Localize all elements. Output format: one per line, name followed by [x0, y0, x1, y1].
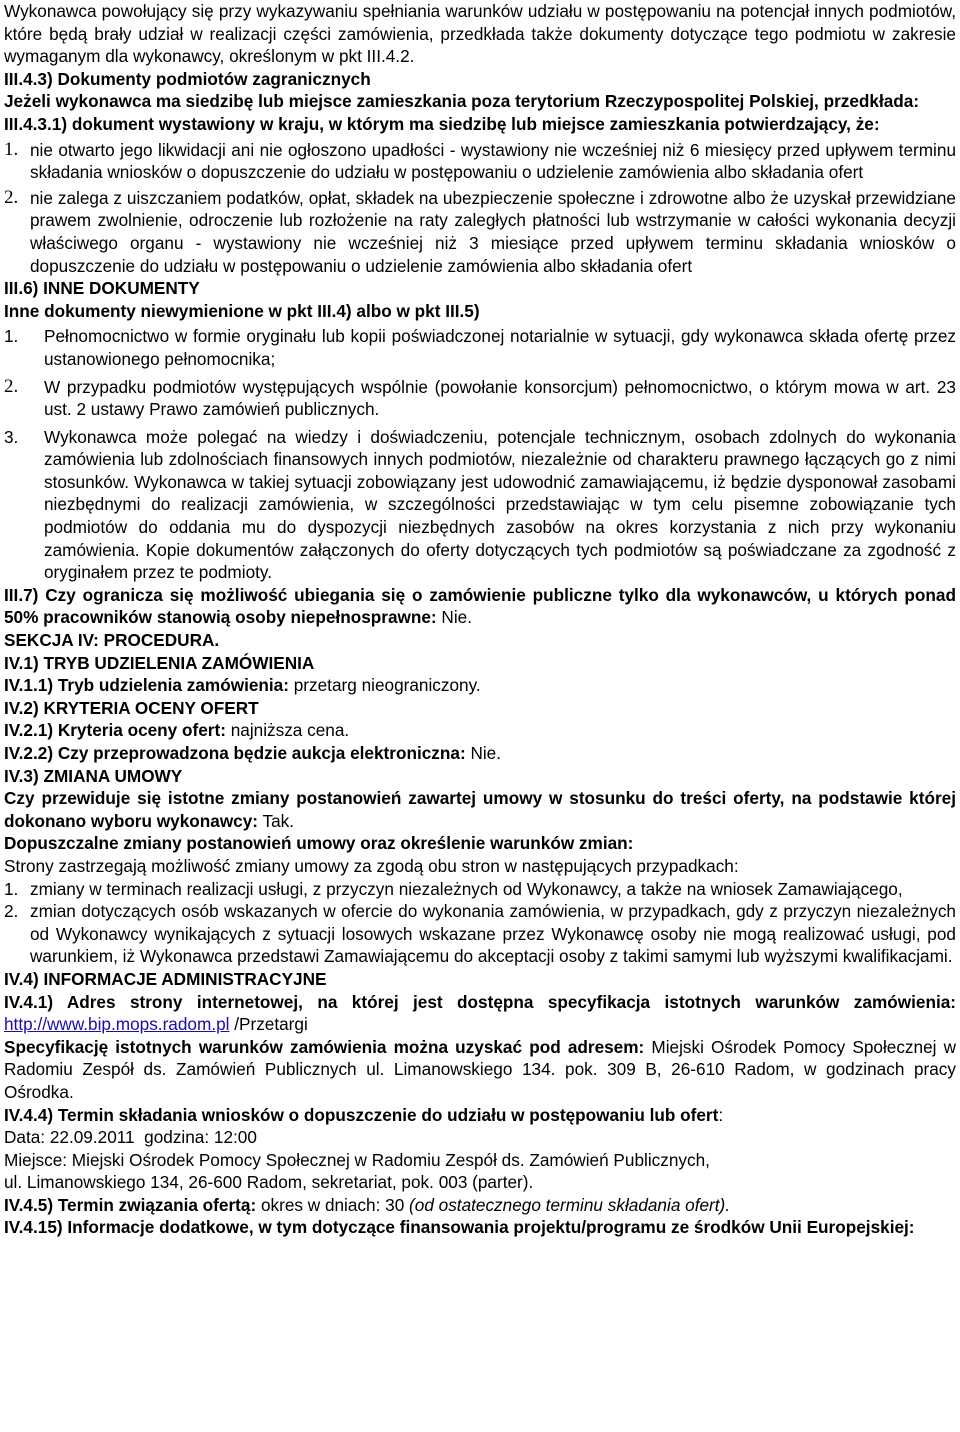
section-iv-4-5-label: IV.4.5) Termin związania ofertą: [4, 1194, 257, 1215]
list-number: 1. [4, 138, 19, 160]
section-iv-1-1 [4, 674, 956, 697]
list-item-text: Pełnomocnictwo w formie oryginału lub kopii poświadczonej notarialnie w sytuacji, gdy wykonawca składa ofertę przez ustanowionego pełnomocnika; [44, 326, 956, 369]
list-item [4, 900, 956, 968]
list-item-text: zmiany w terminach realizacji usługi, z przyczyn niezależnych od Wykonawcy, a także na wniosek Zamawiającego, [30, 878, 903, 899]
list-item [4, 187, 956, 277]
list-item-text: zmian dotyczących osób wskazanych w ofercie do wykonania zamówienia, w przypadkach, gdy z przyczyn niezależnych od Wykonawcy wynikających z sytuacji losowych wskazane przez Wykonawcę osoby nie mogą realizować usługi, pod warunkiem, iż Wykonawca przedstawi Zamawiającemu do akceptacji osoby z takimi samymi lub wyższymi kwalifikacjami. [30, 901, 956, 967]
section-iv-3-question-label: Czy przewiduje się istotne zmiany postanowień zawartej umowy w stosunku do treści oferty, na podstawie której dokonano wyboru wykonawcy: [4, 788, 956, 831]
section-iii-7-value: Nie. [436, 607, 472, 628]
section-iv-4-4-place-line2: ul. Limanowskiego 134, 26-600 Radom, sekretariat, pok. 003 (parter). [4, 1172, 534, 1193]
section-iv-4-heading: IV.4) INFORMACJE ADMINISTRACYJNE [4, 968, 327, 989]
section-iv-3-question [4, 787, 956, 832]
section-iv-4-5-value: okres w dniach: 30 [256, 1194, 410, 1215]
list-item-text: Wykonawca może polegać na wiedzy i doświadczeniu, potencjale technicznym, osobach zdolnych do wykonania zamówienia lub zdolnościach finansowych innych podmiotów, niezależnie od charakteru prawnego łączących go z nimi stosunków. Wykonawca w takiej sytuacji zobowiązany jest udowodnić zamawiającemu, iż będzie dysponował zasobami niezbędnymi do realizacji zamówienia, w szczególności przedstawiając w tym celu pisemne zobowiązanie tych podmiotów do oddania mu do dyspozycji niezbędnych zasobów na okres korzystania z nich przy wykonaniu zamówienia. Kopie dokumentów załączonych do oferty dotyczących tych podmiotów są poświadczane za zgodność z oryginałem przez te podmioty. [44, 426, 956, 583]
section-iv-title: SEKCJA IV: PROCEDURA. [4, 630, 220, 651]
list-item [4, 878, 956, 901]
section-iv-2-1 [4, 719, 956, 742]
section-iv-3-heading: IV.3) ZMIANA UMOWY [4, 765, 183, 786]
section-iv-2-2 [4, 742, 956, 765]
section-iv-4-1-address [4, 1036, 956, 1104]
section-iv-4-4-colon: : [718, 1104, 724, 1125]
section-iv-2-2-value: Nie. [465, 743, 502, 763]
siwz-link[interactable]: http://www.bip.mops.radom.pl [4, 1014, 230, 1035]
intro-paragraph: Wykonawca powołujący się przy wykazywaniu spełniania warunków udziału w postępowaniu na potencjał innych podmiotów, które będą brały udział w realizacji części zamówienia, przedkłada także dokumenty dotyczące tego podmiotu w zakresie wymaganym dla wykonawcy, określonym w pkt III.4.2. [4, 1, 956, 67]
section-iv-2-2-label: IV.2.2) Czy przeprowadzona będzie aukcja elektroniczna: [4, 743, 466, 763]
section-iv-2-1-label: IV.2.1) Kryteria oceny ofert: [4, 720, 226, 741]
section-iv-3-changes-heading: Dopuszczalne zmiany postanowień umowy oraz określenie warunków zmian: [4, 833, 634, 854]
list-number: 2. [4, 375, 19, 397]
section-iv-3-question-value: Tak. [258, 810, 295, 831]
section-iv-3-changes-intro: Strony zastrzegają możliwość zmiany umowy za zgodą obu stron w następujących przypadkach: [4, 855, 739, 876]
section-iii-6-subheading: Inne dokumenty niewymienione w pkt III.4) albo w pkt III.5) [4, 300, 480, 321]
section-iv-4-4-label: IV.4.4) Termin składania wniosków o dopuszczenie do udziału w postępowaniu lub ofert [4, 1104, 719, 1125]
list-number: 2. [4, 186, 19, 208]
section-iii-6-heading: III.6) INNE DOKUMENTY [4, 278, 200, 299]
list-item [4, 376, 956, 421]
list-number: 1. [4, 326, 19, 347]
section-iii-4-3-subheading: Jeżeli wykonawca ma siedzibę lub miejsce zamieszkania poza terytorium Rzeczypospolitej Polskiej, przedkłada: [4, 91, 920, 112]
section-iii-4-3-heading: III.4.3) Dokumenty podmiotów zagranicznych [4, 68, 371, 89]
section-iii-7 [4, 584, 956, 629]
list-item [4, 139, 956, 184]
section-iv-1-1-value: przetarg nieograniczony. [288, 675, 481, 696]
section-iv-1-1-label: IV.1.1) Tryb udzielenia zamówienia: [4, 675, 289, 696]
section-iv-4-1-address-value: Miejski Ośrodek Pomocy Społecznej w Radomiu Zespół ds. Zamówień Publicznych ul. Limanowskiego 134. pok. 309 B, 26-610 Radom, w godzinach pracy Ośrodka. [4, 1036, 957, 1102]
list-number: 2. [4, 901, 19, 922]
section-iv-1-heading: IV.1) TRYB UDZIELENIA ZAMÓWIENIA [4, 652, 315, 673]
list-item-text: W przypadku podmiotów występujących wspólnie (powołanie konsorcjum) pełnomocnictwo, o którym mowa w art. 23 ust. 2 ustawy Prawo zamówień publicznych. [44, 376, 956, 420]
list-item-text: nie otwarto jego likwidacji ani nie ogłoszono upadłości - wystawiony nie wcześniej niż 6 miesięcy przed upływem terminu składania wniosków o dopuszczenie do udziału w postępowaniu o udzielenie zamówienia albo składania ofert [30, 139, 956, 183]
section-iv-4-1-label: IV.4.1) Adres strony internetowej, na której jest dostępna specyfikacja istotnych warunków zamówienia: [4, 991, 956, 1012]
section-iii-7-label: III.7) Czy ogranicza się możliwość ubiegania się o zamówienie publiczne tylko dla wykonawców, u których ponad 50% pracowników stanowią osoby niepełnosprawne: [4, 584, 956, 628]
list-number: 3. [4, 426, 19, 447]
section-iv-4-1-address-label: Specyfikację istotnych warunków zamówienia można uzyskać pod adresem: [4, 1036, 645, 1057]
section-iv-4-4 [4, 1104, 956, 1127]
section-iv-4-5 [4, 1194, 956, 1217]
list-number: 1. [4, 878, 19, 899]
list-item [4, 325, 956, 370]
siwz-link-suffix: /Przetargi [229, 1014, 308, 1035]
document-page [4, 0, 956, 1239]
list-item-text: nie zalega z uiszczaniem podatków, opłat, składek na ubezpieczenie społeczne i zdrowotne albo że uzyskał przewidziane prawem zwolnienie, odroczenie lub rozłożenie na raty zaległych płatności lub wstrzymanie w całości wykonania decyzji właściwego organu - wystawiony nie wcześniej niż 3 miesiące przed upływem terminu składania wniosków o dopuszczenie do udziału w postępowaniu o udzielenie zamówienia albo składania ofert [30, 187, 956, 276]
section-iv-4-4-place-line1: Miejsce: Miejski Ośrodek Pomocy Społecznej w Radomiu Zespół ds. Zamówień Publicznych, [4, 1149, 710, 1170]
section-iii-4-3-1-heading: III.4.3.1) dokument wystawiony w kraju, w którym ma siedzibę lub miejsce zamieszkania potwierdzający, że: [4, 113, 880, 134]
section-iv-2-heading: IV.2) KRYTERIA OCENY OFERT [4, 697, 259, 718]
section-iv-2-1-value: najniższa cena. [225, 720, 350, 741]
section-iv-4-5-note: (od ostatecznego terminu składania ofert). [409, 1194, 731, 1215]
list-item [4, 426, 956, 584]
section-iv-4-1 [4, 991, 956, 1036]
section-iv-4-15-heading: IV.4.15) Informacje dodatkowe, w tym dotyczące finansowania projektu/programu ze środków Unii Europejskiej: [4, 1217, 915, 1238]
section-iv-4-4-date: Data: 22.09.2011 godzina: 12:00 [4, 1127, 257, 1148]
